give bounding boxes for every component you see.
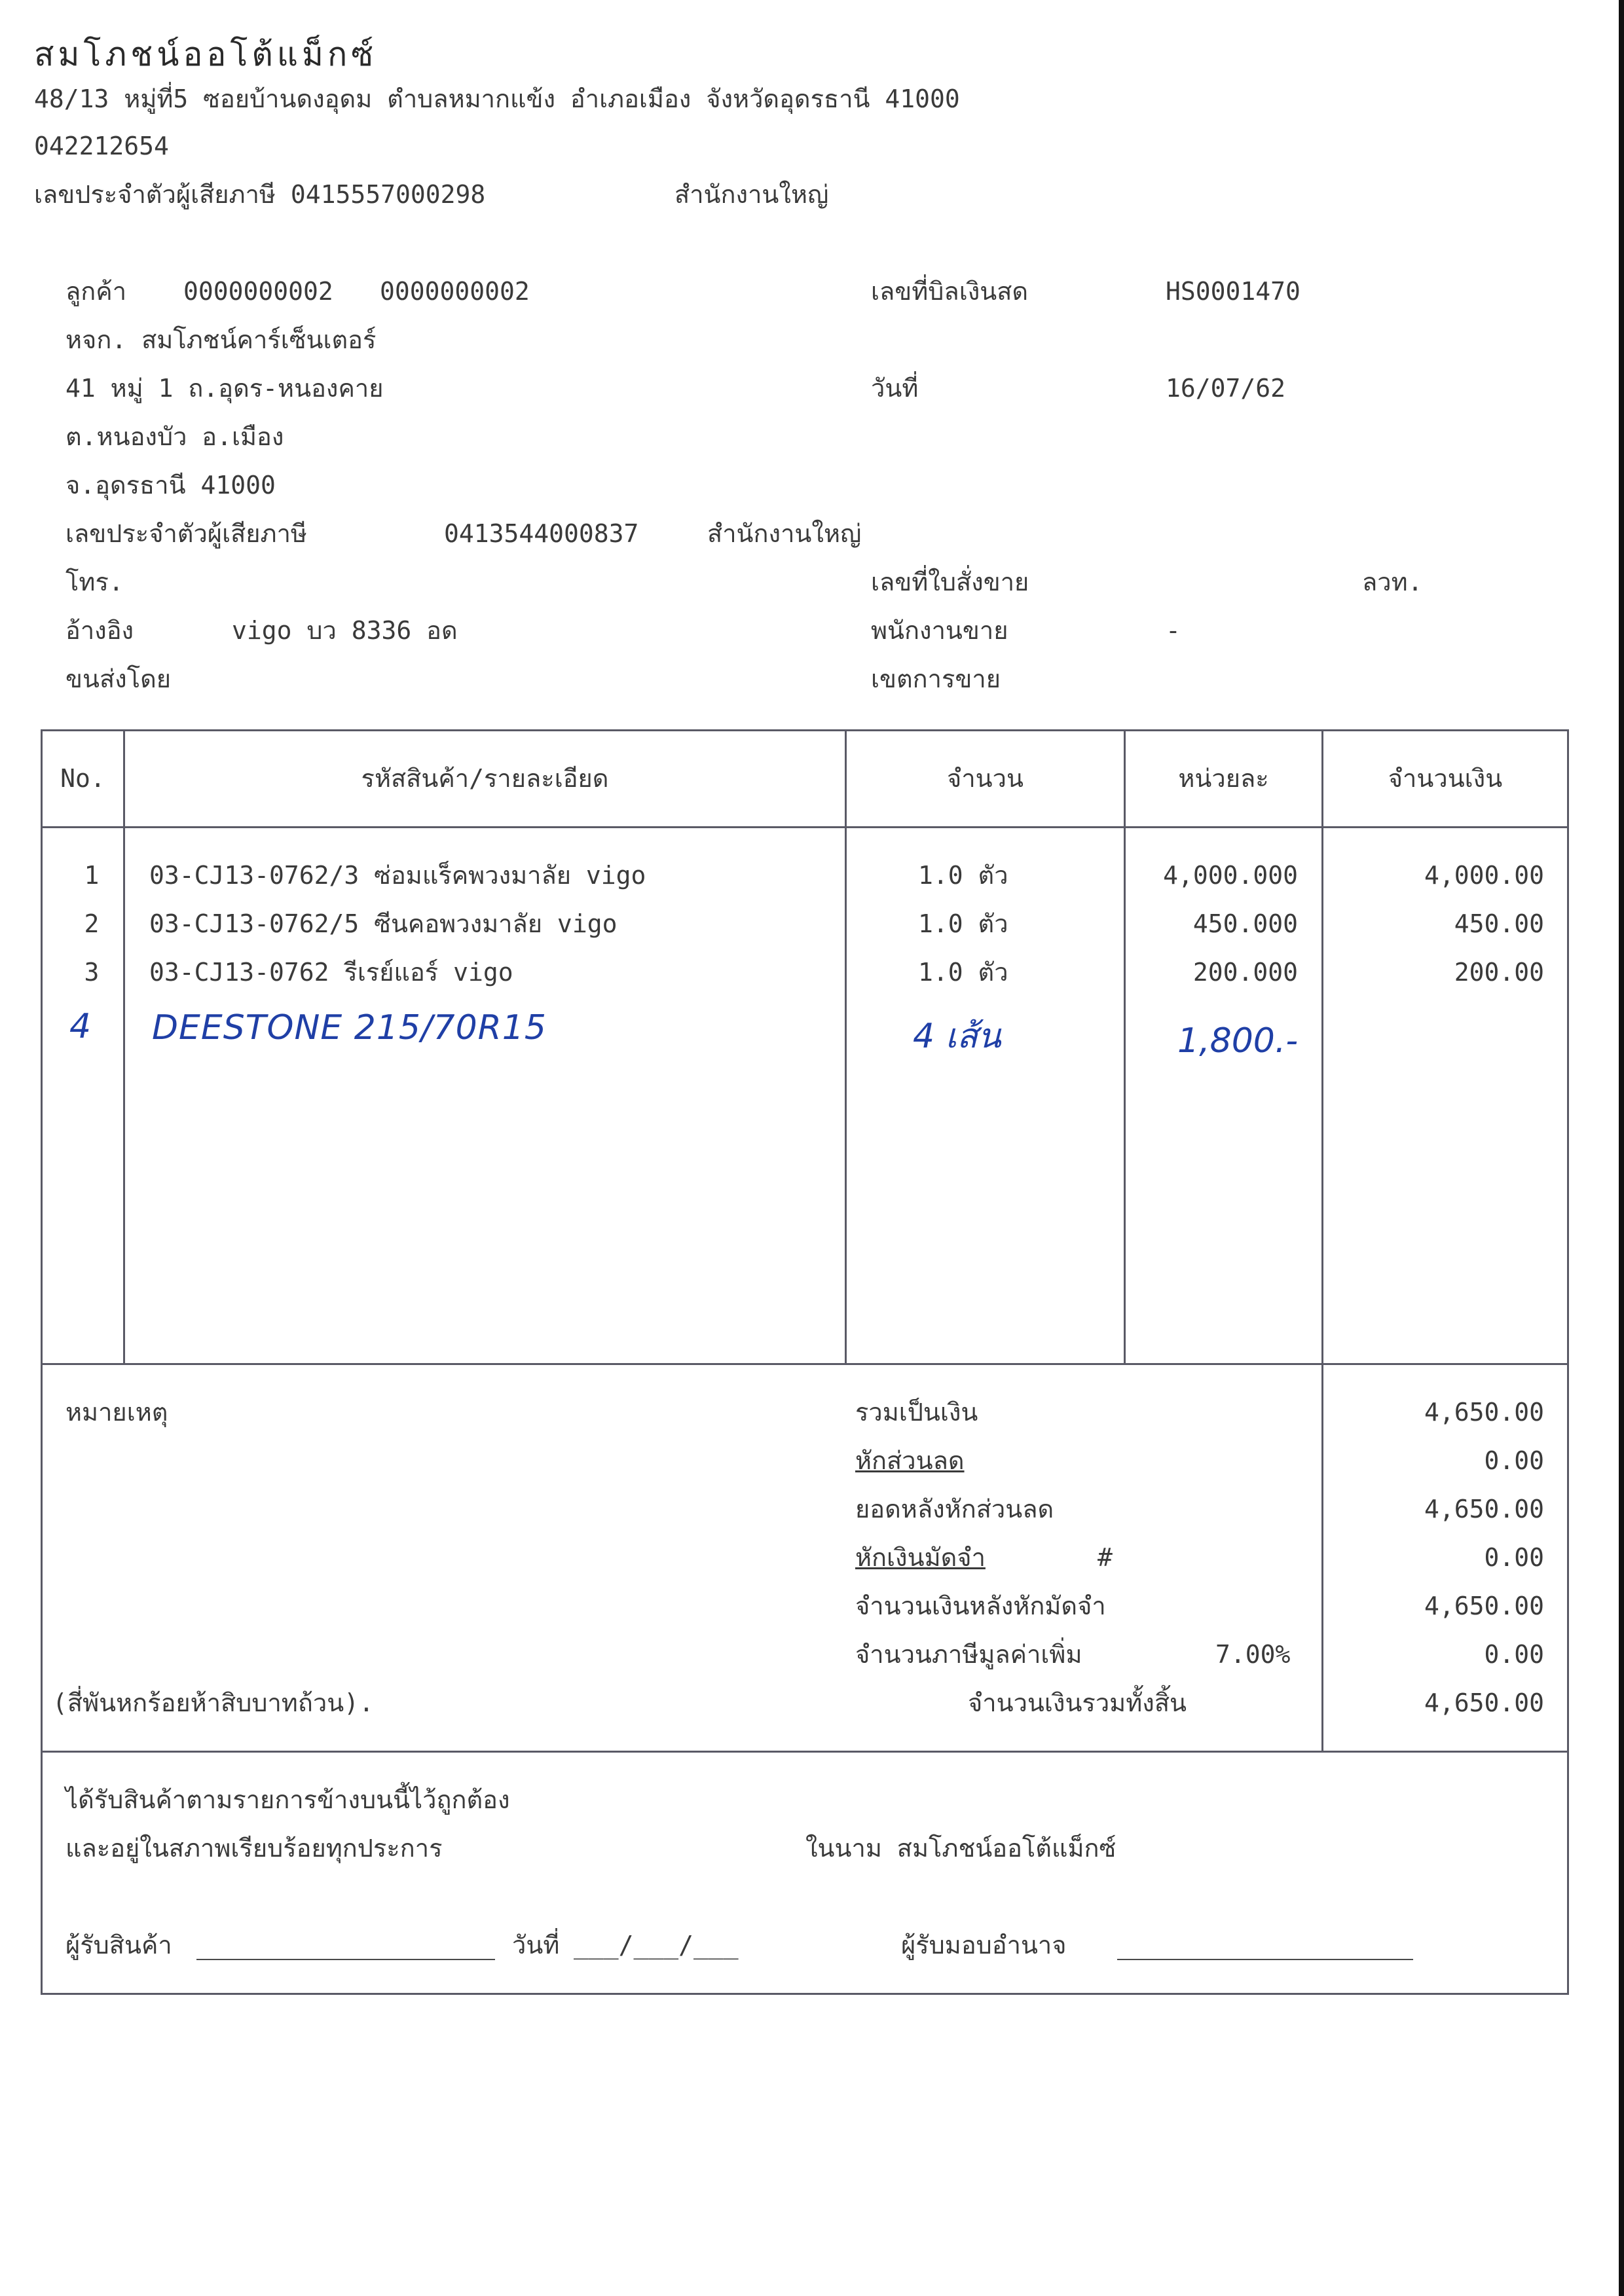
row-1-unit-price: 4,000.000 bbox=[1163, 861, 1298, 890]
header-description: รหัสสินค้า/รายละเอียด bbox=[361, 764, 609, 793]
receive-date-label: วันที่ bbox=[512, 1931, 560, 1959]
customer-tax-label: เลขประจำตัวผู้เสียภาษี bbox=[65, 519, 307, 548]
salesperson-label: พนักงานขาย bbox=[871, 616, 1008, 645]
summary-value-discount: 0.00 bbox=[1484, 1446, 1544, 1475]
bill-date-label: วันที่ bbox=[871, 374, 919, 403]
row-1-description: 03-CJ13-0762/3 ซ่อมแร็คพวงมาลัย vigo bbox=[149, 861, 646, 890]
bill-no-label: เลขที่บิลเงินสด bbox=[871, 277, 1029, 306]
customer-code: 0000000002 bbox=[183, 277, 333, 306]
deposit-mark: # bbox=[1098, 1543, 1113, 1572]
summary-value-after-discount: 4,650.00 bbox=[1424, 1495, 1544, 1523]
customer-tax-id: 0413544000837 bbox=[444, 519, 639, 548]
row-3-quantity: 1.0 ตัว bbox=[918, 958, 1008, 987]
sales-order-value: ลวท. bbox=[1362, 568, 1423, 596]
summary-value-after-deposit: 4,650.00 bbox=[1424, 1592, 1544, 1620]
table-right-border bbox=[1567, 729, 1569, 1995]
items-bottom-border bbox=[41, 1363, 1569, 1365]
on-behalf-of: ในนาม สมโภชน์ออโต้แม็กซ์ bbox=[805, 1834, 1116, 1863]
summary-label-after-deposit: จำนวนเงินหลังหักมัดจำ bbox=[855, 1592, 1106, 1620]
reference-label: อ้างอิง bbox=[65, 616, 134, 645]
summary-value-vat: 0.00 bbox=[1484, 1640, 1544, 1669]
row-2-no: 2 bbox=[84, 909, 100, 938]
row-1-amount: 4,000.00 bbox=[1424, 861, 1544, 890]
scan-edge-shadow bbox=[1619, 0, 1624, 2296]
customer-code-2: 0000000002 bbox=[380, 277, 530, 306]
receive-date-blank: ___/___/___ bbox=[574, 1931, 739, 1959]
row-2-quantity: 1.0 ตัว bbox=[918, 909, 1008, 938]
salesperson-value: - bbox=[1166, 616, 1181, 645]
customer-name: หจก. สมโภชน์คาร์เซ็นเตอร์ bbox=[65, 325, 377, 354]
header-unit-price: หน่วยละ bbox=[1178, 764, 1269, 793]
summary-label-subtotal: รวมเป็นเงิน bbox=[855, 1398, 978, 1427]
header-no: No. bbox=[60, 764, 105, 793]
row-3-unit-price: 200.000 bbox=[1192, 958, 1298, 987]
footer-bottom-border bbox=[41, 1993, 1569, 1995]
table-top-border bbox=[41, 729, 1569, 731]
summary-bottom-border bbox=[41, 1751, 1569, 1753]
vat-rate: 7.00% bbox=[1215, 1640, 1291, 1669]
summary-value-subtotal: 4,650.00 bbox=[1424, 1398, 1544, 1427]
amount-in-words: (สี่พันหกร้อยห้าสิบบาทถ้วน). bbox=[52, 1688, 374, 1717]
summary-value-deposit: 0.00 bbox=[1484, 1543, 1544, 1572]
header-quantity: จำนวน bbox=[947, 764, 1024, 793]
receiver-signature-line bbox=[196, 1958, 495, 1960]
col-divider-no bbox=[123, 729, 125, 1364]
customer-label: ลูกค้า bbox=[65, 277, 127, 306]
grand-total-value: 4,650.00 bbox=[1424, 1688, 1544, 1717]
row-2-unit-price: 450.000 bbox=[1192, 909, 1298, 938]
customer-address-3: จ.อุดรธานี 41000 bbox=[65, 471, 276, 500]
customer-phone-label: โทร. bbox=[65, 568, 124, 596]
sales-order-label: เลขที่ใบสั่งขาย bbox=[871, 568, 1029, 596]
row-1-no: 1 bbox=[84, 861, 100, 890]
company-phone: 042212654 bbox=[34, 132, 169, 160]
bill-no-value: HS0001470 bbox=[1166, 277, 1301, 306]
row-1-quantity: 1.0 ตัว bbox=[918, 861, 1008, 890]
shipping-label: ขนส่งโดย bbox=[65, 665, 172, 693]
summary-label-after-discount: ยอดหลังหักส่วนลด bbox=[855, 1495, 1054, 1523]
handwritten-row-quantity: 4 เส้น bbox=[913, 1017, 1001, 1056]
received-statement-2: และอยู่ในสภาพเรียบร้อยทุกประการ bbox=[65, 1834, 443, 1863]
col-divider-desc bbox=[845, 729, 847, 1364]
row-2-description: 03-CJ13-0762/5 ซีนคอพวงมาลัย vigo bbox=[149, 909, 618, 938]
company-name: สมโภชน์ออโต้แม็กซ์ bbox=[34, 35, 378, 73]
summary-label-deposit: หักเงินมัดจำ bbox=[855, 1543, 986, 1572]
header-amount: จำนวนเงิน bbox=[1388, 764, 1503, 793]
row-3-amount: 200.00 bbox=[1454, 958, 1544, 987]
customer-branch: สำนักงานใหญ่ bbox=[707, 519, 862, 548]
authorized-signature-line bbox=[1117, 1958, 1413, 1960]
remark-label: หมายเหตุ bbox=[65, 1398, 168, 1427]
row-2-amount: 450.00 bbox=[1454, 909, 1544, 938]
row-3-description: 03-CJ13-0762 รีเรย์แอร์ vigo bbox=[149, 958, 513, 987]
table-header-divider bbox=[41, 826, 1569, 828]
company-address: 48/13 หมู่ที่5 ซอยบ้านดงอุดม ตำบลหมากแข้ง อำเภอเมือง จังหวัดอุดรธานี 41000 bbox=[34, 84, 960, 113]
grand-total-label: จำนวนเงินรวมทั้งสิ้น bbox=[968, 1688, 1187, 1717]
sales-area-label: เขตการขาย bbox=[871, 665, 1001, 693]
customer-address-1: 41 หมู่ 1 ถ.อุดร-หนองคาย bbox=[65, 374, 384, 403]
authorized-label: ผู้รับมอบอำนาจ bbox=[901, 1931, 1067, 1959]
summary-label-discount: หักส่วนลด bbox=[855, 1446, 965, 1475]
handwritten-row-description: DEESTONE 215/70R15 bbox=[152, 1008, 547, 1048]
customer-address-2: ต.หนองบัว อ.เมือง bbox=[65, 422, 284, 451]
bill-date-value: 16/07/62 bbox=[1166, 374, 1286, 403]
row-3-no: 3 bbox=[84, 958, 100, 987]
col-divider-unit bbox=[1321, 729, 1323, 1752]
col-divider-qty bbox=[1124, 729, 1126, 1364]
reference-value: vigo บว 8336 อด bbox=[232, 616, 458, 645]
handwritten-row-no: 4 bbox=[69, 1007, 92, 1046]
company-branch: สำนักงานใหญ่ bbox=[674, 180, 829, 209]
receiver-label: ผู้รับสินค้า bbox=[65, 1931, 172, 1959]
company-tax-id: เลขประจำตัวผู้เสียภาษี 0415557000298 bbox=[34, 180, 486, 209]
received-statement-1: ได้รับสินค้าตามรายการข้างบนนี้ไว้ถูกต้อง bbox=[65, 1785, 510, 1814]
handwritten-row-unit-price: 1,800.- bbox=[1177, 1021, 1299, 1061]
summary-label-vat: จำนวนภาษีมูลค่าเพิ่ม bbox=[855, 1640, 1082, 1669]
